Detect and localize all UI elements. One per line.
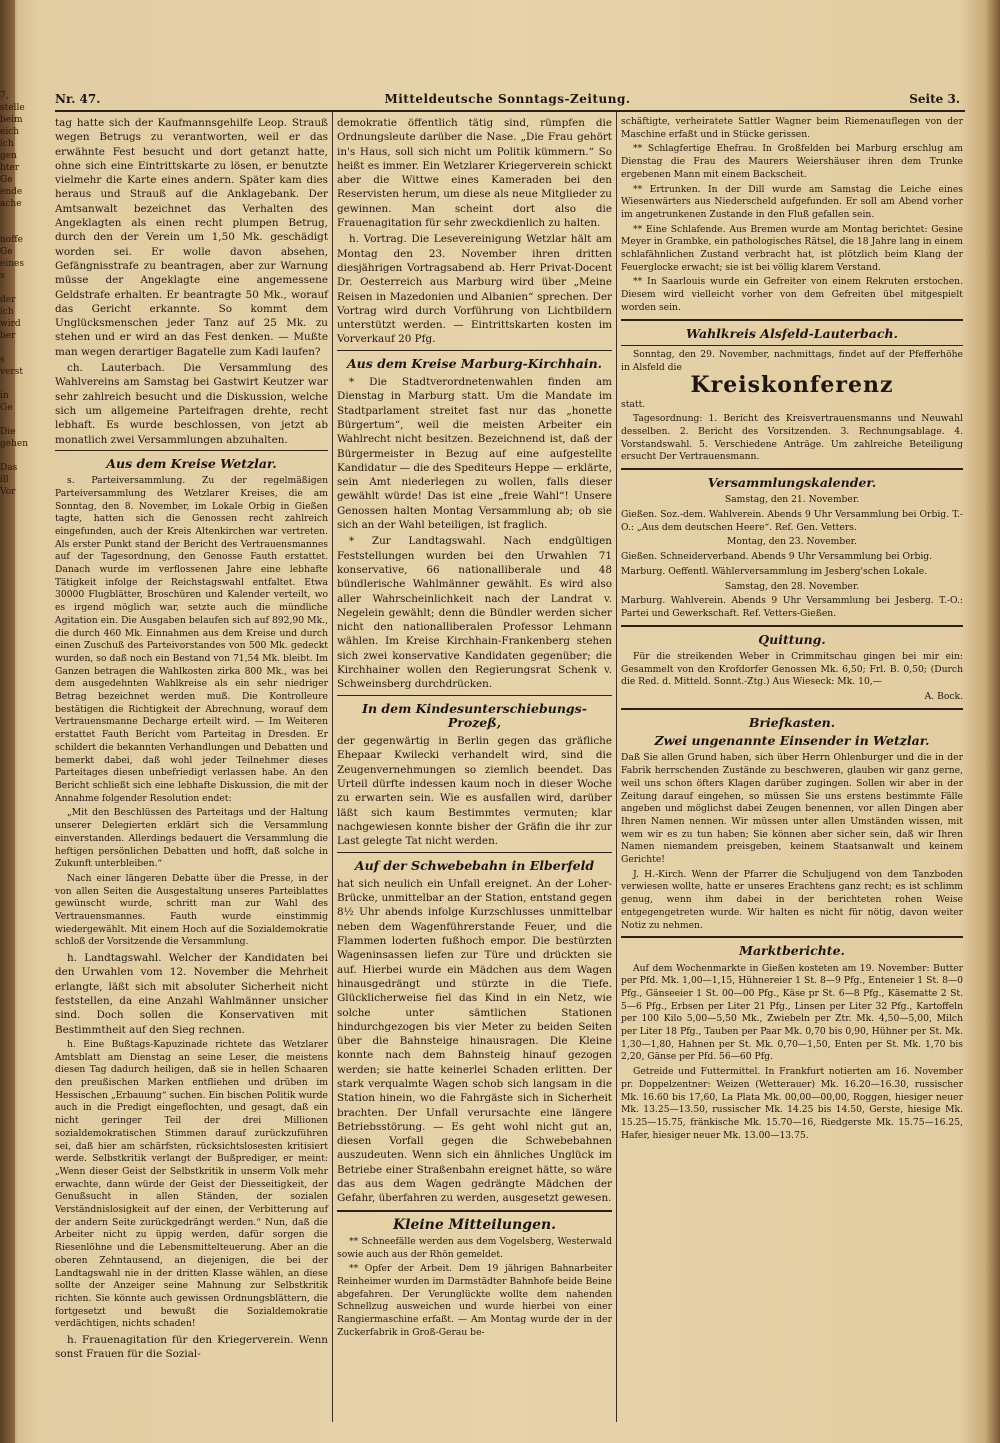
divider xyxy=(337,1210,612,1212)
divider xyxy=(337,350,612,351)
divider xyxy=(337,852,612,853)
notice-text: Tagesordnung: 1. Bericht des Kreisvertrauensmanns und Neuwahl desselben. 2. Bericht des Vorsitzenden. 3. Rechnungsablage. 4. Vorstandswahl. 5. Verschiedene Anträge. Um zahlreiche Beteiligung ersucht Der Vertrauensmann. xyxy=(621,413,963,463)
divider xyxy=(621,345,963,346)
article-text: * Zur Landtagswahl. Nach endgültigen Feststellungen wurden bei den Urwahlen 71 konservative, 66 nationalliberale und 48 bündlerische Wahlmänner gewählt. Es wird also aller Wahrscheinlichkeit nach der Landrat v. Negelein gewählt; denn die Bündler werden sicher nicht den nationalliberalen Professor Lehmann wählen. Im Kreise Kirchhain-Frankenberg stehen sich zwei konservative Kandidaten gegenüber; die Kirchhainer wollen den Regierungsrat Schenk v. Schweinsberg durchdrücken. xyxy=(337,535,612,691)
article-text: h. Vortrag. Die Lesevereinigung Wetzlar hält am Montag den 23. November ihren dritten diesjährigen Vortragsabend ab. Herr Privat-Docent Dr. Oesterreich aus Marburg wird über „Meine Reisen in Mazedonien und Albanien“ sprechen. Der Vortrag wird durch Vorführung von Lichtbildern unterstützt werden. — Eintrittskarten kosten im Vorverkauf 20 Pfg. xyxy=(337,233,612,346)
article-text: h. Landtagswahl. Welcher der Kandidaten bei den Urwahlen vom 12. November die Mehrheit erlangte, läßt sich mit absoluter Sicherheit nicht feststellen, da eine Anzahl Wahlmänner unsicher sind. Doch sollen die Konservativen mit Bestimmtheit auf den Sieg rechnen. xyxy=(55,952,328,1036)
section-heading: Quittung. xyxy=(758,631,826,647)
article-text: ** Schneefälle werden aus dem Vogelsberg, Westerwald sowie auch aus der Rhön gemeldet. xyxy=(337,1235,612,1260)
section-heading: Auf der Schwebebahn in Elberfeld xyxy=(354,857,595,873)
divider xyxy=(621,468,963,470)
calendar-entry: Marburg. Oeffentl. Wählerversammlung im Jesberg'schen Lokale. xyxy=(621,565,928,577)
article-text: h. Eine Bußtags-Kapuzinade richtete das Wetzlarer Amtsblatt am Dienstag an seine Leser, die meistens diesen Tag dadurch heiligen, daß sie in hellen Schaaren den preußischen Marken entfliehen und drüben im Hessischen „Erbauung“ suchen. Ein bischen Politik wurde auch in die Predigt eingeflochten, und gesagt, daß ein nicht geringer Teil der drei Millionen sozialdemokratischen Stimmen darauf zurückzuführen sei, daß hier am schärfsten, rücksichtslosesten kritisiert werde. Selbstkritik verlangt der Bußprediger, er meint: „Wenn dieser Geist der Selbstkritik in unserm Volk mehr erwachte, dann würde der Geist der Diesseitigkeit, der Genußsucht in allen Ständen, der sozialen Verständnislosigkeit auf der einen, der Verbitterung auf der andern Seite zurückgedrängt werden.“ Nun, daß die Arbeiter nicht zu üppig werden, dafür sorgen die Riesenlöhne und die Lebensmittelteuerung. Aber an die oberen Zehntausend, an diejenigen, die bei der Landtagswahl nie in der dritten Klasse wählen, an diese sollte der Anzeiger seine Mahnung zur Selbstkritik richten. Sie könnte auch gewissen Ordnungsblättern, die fortgesetzt und bewußt die Sozialdemokratie verdächtigen, nichts schaden! xyxy=(55,1038,328,1330)
divider xyxy=(621,708,963,710)
issue-number: Nr. 47. xyxy=(55,92,101,106)
article-text: Nach einer längeren Debatte über die Presse, in der von allen Seiten die Ausgestaltung unseres Parteiblattes gewünscht wurde, schritt man zur Wahl des Vertrauensmannes. Fauth wurde einstimmig wiedergewählt. Mit einem Hoch auf die Sozialdemokratie schloß der Vorsitzende die Versammlung. xyxy=(55,872,328,948)
calendar-date: Samstag, den 28. November. xyxy=(724,580,860,592)
article-text: h. Frauenagitation für den Kriegerverein. Wenn sonst Frauen für die Sozial- xyxy=(55,1334,328,1361)
article-text: schäftigte, verheiratete Sattler Wagner beim Riemenauflegen von der Maschine erfaßt und in Stücke gerissen. xyxy=(621,116,963,140)
divider xyxy=(55,450,328,451)
divider xyxy=(621,625,963,627)
column-1 xyxy=(55,116,328,1426)
calendar-date: Samstag, den 21. November. xyxy=(724,494,860,506)
page-header xyxy=(55,92,960,108)
article-text: ** Opfer der Arbeit. Dem 19 jährigen Bahnarbeiter Reinheimer wurden im Darmstädter Bahnhofe beide Beine abgefahren. Der Verunglückte wollte dem nahenden Schnellzug ausweichen und wurde hierbei von einer Rangiermaschine erfaßt. — Am Montag wurde der in der Zuckerfabrik in Groß-Gerau be- xyxy=(337,1263,612,1338)
market-text: Getreide und Futtermittel. In Frankfurt notierten am 16. November pr. Doppelzentner: Weizen (Wetterauer) Mk. 16.20—16.30, russischer Mk. 16.60 bis 17,60, La Plata Mk. 00,00—00,00, Roggen, hiesiger neuer Mk. 13.25—13.50, russischer Mk. 14.25 bis 14.50, Gerste, hiesige Mk. 15.25—15.75, fränkische Mk. 15.70—16, Riedgerste Mk. 15.75—16.25, Hafer, hiesiger neuer Mk. 13.00—13.75. xyxy=(621,1066,963,1141)
newspaper-title: Mitteldeutsche Sonntags-Zeitung. xyxy=(384,92,631,106)
article-text: demokratie öffentlich tätig sind, rümpfen die Ordnungsleute darüber die Nase. „Die Frau gehört in's Haus, soll sich nicht um Politik kümmern.“ So heißt es immer. Ein Wetzlarer Kriegerverein schickt aber die Wittwe eines Kameraden bei den Reservisten herum, um diese als neue Mitglieder zu gewinnen. Man scheint dort also die Frauenagitation für sehr zweckdienlich zu halten. xyxy=(337,117,612,230)
conference-title: Kreiskonferenz xyxy=(690,372,894,399)
section-heading: In dem Kindesunterschiebungs-Prozeß, xyxy=(362,700,587,730)
article-text: tag hatte sich der Kaufmannsgehilfe Leop. Strauß wegen Betrugs zu verantworten, weil er das erwähnte Fest besucht und dort getanzt hatte, ohne sich eine Eintrittskarte zu lösen, er benutzte vielmehr die Karte eines andern. Später kam dies heraus und Strauß auf die Anklagebank. Der Amtsanwalt bezeichnet das Verhalten des Angeklagten als einen recht plumpen Betrug, durch den der Verein um 1,50 Mk. geschädigt worden sei. Er wolle davon absehen, Gefängnisstrafe zu beantragen, aber zur Warnung müsse der Angeklagte eine angemessene Geldstrafe erhalten. Er beantragte 50 Mk., worauf das Gericht erkannte. So kommt dem Unglücksmenschen jeder Tanz auf 25 Mk. zu stehen und er wird an das Fest denken. — Mußte man wegen derartiger Bagatelle zum Kadi laufen? xyxy=(55,117,328,358)
article-text: * Die Stadtverordnetenwahlen finden am Dienstag in Marburg statt. Um die Mandate im Stadtparlament streitet fast nur das „honette Bürgertum“, weil die meisten Arbeiter ein Wahlrecht nicht besitzen. Bezeichnend ist, daß der Bürgermeister in Bezug auf eine aufgestellte Kandidatur — die des Spediteurs Heppe — erklärte, sein Amt niederlegen zu wollen, falls dieser gewählt würde! Das ist eine „freie Wahl“! Unsere Genossen halten Montag Versammlung ab; ob sie sich an der Wahl beteiligen, ist fraglich. xyxy=(337,376,612,532)
divider xyxy=(337,695,612,696)
notice-text: statt. xyxy=(621,398,646,410)
market-text: Auf dem Wochenmarkte in Gießen kosteten am 19. November: Butter per Pfd. Mk. 1,00—1,15, Hühnereier 1 St. 8—9 Pfg., Enteneier 1 St. 8—0 Pfg., Gänseeier 1 St. 00—00 Pfg., Käse pr St. 6—8 Pfg., Käsematte 2 St. 5—6 Pfg., Erbsen per Liter 21 Pfg., Linsen per Liter 32 Pfg., Kartoffeln per 100 Kilo 5,00—5,50 Mk., Zwiebeln per Ztr. Mk. 4,50—5,00, Milch per Liter 18 Pfg., Tauben per Paar Mk. 0,70 bis 0,90, Hühner per St. Mk. 1,30—1,80, Hahnen per St. Mk. 0,70—1,50, Enten per St. Mk. 1,70 bis 2,20, Gänse per Pfd. 56—60 Pfg. xyxy=(621,962,963,1063)
article-text: ** In Saarlouis wurde ein Gefreiter von einem Rekruten erstochen. Diesem wird vielleicht vorher von dem Gefreiten übel mitgespielt worden sein. xyxy=(621,276,963,313)
article-text: ** Schlagfertige Ehefrau. In Großfelden bei Marburg erschlug am Dienstag die Frau des Maurers Weiershäuser ihren dem Trunke ergebenen Mann mit einem Backscheit. xyxy=(621,143,963,180)
article-text: ** Eine Schlafende. Aus Bremen wurde am Montag berichtet: Gesine Meyer in Grambke, ein pathologisches Rätsel, die 18 Jahre lang in einem schlafähnlichen Zustand verbracht hat, ist plötzlich beim Klang der Feuerglocke erwacht; sie ist bei völlig klarem Verstand. xyxy=(621,223,963,273)
calendar-entry: Gießen. Schneiderverband. Abends 9 Uhr Versammlung bei Orbig. xyxy=(621,551,933,563)
section-heading: Versammlungskalender. xyxy=(707,475,877,491)
section-heading: Marktberichte. xyxy=(739,943,845,959)
article-text: hat sich neulich ein Unfall ereignet. An der Loher-Brücke, unmittelbar an der Station, entstand gegen 8½ Uhr abends infolge Kurzschlusses unmittelbar neben dem Wagenführerstande Feuer, und die Flammen loderten fußhoch empor. Die bestürzten Wageninsassen liefen zur Türe und drückten sie auf. Hierbei wurde ein Mädchen aus dem Wagen hinausgedrängt und stürzte in die Tiefe. Glücklicherweise fiel das Kind in ein Netz, wie solche unter sämtlichen Stationen hindurchgezogen bis vier Meter zu beiden Seiten über die Bahnsteige hinausragen. Die Kleine konnte nach dem Bahnsteig hinauf gezogen werden; sie hatte keinerlei Schaden erlitten. Der stark verqualmte Wagen schob sich langsam in die Station hinein, wo die Fahrgäste sich in Sicherheit brachten. Der Unfall verursachte eine längere Betriebsstörung. — Es geht wohl nicht gut an, diesen Vorfall gegen die Schwebebahnen auszudeuten. Wenn sich ein ähnliches Unglück im Betriebe einer Straßenbahn ereignet hätte, so wäre das aus dem Wagen gedrängte Mädchen der Gefahr, überfahren zu werden, ausgesetzt gewesen. xyxy=(337,877,612,1205)
subheading: Zwei ungenannte Einsender in Wetzlar. xyxy=(654,733,930,749)
article-text: ch. Lauterbach. Die Versammlung des Wahlvereins am Samstag bei Gastwirt Keutzer war sehr zahlreich besucht und die Diskussion, welche sich um allgemeine Parteifragen drehte, recht lebhaft. Es wurde beschlossen, von jetzt ab monatlich zwei Versammlungen abzuhalten. xyxy=(55,362,328,446)
header-rule xyxy=(55,110,965,112)
receipt-text: Für die streikenden Weber in Crimmitschau gingen bei mir ein: Gesammelt von den Krofdorfer Genossen Mk. 6,50; Frl. B. 0,50; (Durch die Red. d. Mitteld. Sonnt.-Ztg.) Aus Wieseck: Mk. 10,— xyxy=(621,650,963,688)
article-text: ** Ertrunken. In der Dill wurde am Samstag die Leiche eines Wiesenwärters aus Niederscheld aufgefunden. Er soll am Abend vorher im angetrunkenen Zustande in den Fluß gefallen sein. xyxy=(621,183,963,220)
calendar-date: Montag, den 23. November. xyxy=(727,536,857,548)
divider xyxy=(621,319,963,321)
column-divider xyxy=(332,112,333,1422)
column-2 xyxy=(337,116,612,1426)
section-heading: Kleine Mitteilungen. xyxy=(392,1216,557,1233)
divider xyxy=(621,936,963,938)
calendar-entry: Gießen. Soz.-dem. Wahlverein. Abends 9 Uhr Versammlung bei Orbig. T.-O.: „Aus dem deutschen Heere“. Ref. Gen. Vetters. xyxy=(621,509,963,533)
section-heading: Wahlkreis Alsfeld-Lauterbach. xyxy=(686,325,898,341)
article-text: „Mit den Beschlüssen des Parteitags und der Haltung unserer Delegierten erklärt sich die Versammlung einverstanden. Allerdings bedauert die Versammlung die heftigen persönlichen Debatten und hofft, daß solche in Zukunft unterbleiben.“ xyxy=(55,807,328,870)
article-text: s. Parteiversammlung. Zu der regelmäßigen Parteiversammlung des Wetzlarer Kreises, die am Sonntag, den 8. November, im Lokale Orbig in Gießen tagte, hatten sich die Genossen recht zahlreich eingefunden, auch der Kreis Altenkirchen war vertreten. Als erster Punkt stand der Bericht des Vertrauensmannes auf der Tagesordnung, den Genosse Fauth erstattet. Danach wurde im verflossenen Jahre eine lebhafte Tätigkeit infolge der Reichstagswahl entfaltet. Etwa 30000 Flugblätter, Broschüren und Kalender verteilt, wo es irgend möglich war, setzte auch die mündliche Agitation ein. Die Ausgaben belaufen sich auf 892,90 Mk., die durch 460 Mk. Einnahmen aus dem Kreise und durch einen Zuschuß des Parteivorstandes von 500 Mk. gedeckt wurden, so daß noch ein Bestand von 71,54 Mk. bleibt. Im Ganzen betragen die Wahlkosten zirka 800 Mk., was bei dem ausgedehnten Wahlkreise als ein sehr niedriger Betrag bezeichnet werden muß. Die Kontrolleure bestätigen die Richtigkeit der Abrechnung, worauf dem Vertrauensmanne Decharge erteilt wird. — Im Weiteren erstattet Fauth Bericht vom Parteitag in Dresden. Er schildert die bekannten Verhandlungen und Debatten und bemerkt dabei, daß wohl jeder Teilnehmer dieses Parteitages diesen unbefriedigt verlassen habe. An den Bericht schließt sich eine lebhafte Diskussion, die mit der Annahme folgender Resolution endet: xyxy=(55,475,328,804)
article-text: der gegenwärtig in Berlin gegen das gräfliche Ehepaar Kwilecki verhandelt wird, sind die Zeugenvernehmungen so ziemlich beendet. Das Urteil dürfte indessen kaum noch in dieser Woche zu erwarten sein. Wie es ausfallen wird, darüber läßt sich kaum Bestimmtes vermuten; klar nachgewiesen konnte bisher der Gräfin die ihr zur Last gelegte Tat nicht werden. xyxy=(337,735,612,848)
section-heading: Aus dem Kreise Marburg-Kirchhain. xyxy=(346,355,603,371)
section-heading: Aus dem Kreise Wetzlar. xyxy=(106,455,277,471)
receipt-signature: A. Bock. xyxy=(924,691,963,703)
page-number: Seite 3. xyxy=(909,92,960,106)
previous-page-edge: 7, stelle beim eich ich gen hter Ge ende ache noffe Ge eines s der ich wird ber s verst in Ge Die gehen Das ill Vor xyxy=(0,0,15,1443)
notice-text: Sonntag, den 29. November, nachmittags, findet auf der Pfefferhöhe in Alsfeld die xyxy=(621,348,963,373)
letter-text: J. H.-Kirch. Wenn der Pfarrer die Schuljugend von dem Tanzboden verwiesen wollte, hatte er unseres Erachtens ganz recht; es ist schlimm genug, wenn ihm dabei in der berichteten rohen Weise entgegengetreten wurde. Wir halten es nicht für nötig, davon weiter Notiz zu nehmen. xyxy=(621,868,963,931)
column-3 xyxy=(621,116,963,1426)
column-divider xyxy=(616,112,617,1422)
section-heading: Briefkasten. xyxy=(748,714,836,730)
letter-text: Daß Sie allen Grund haben, sich über Herrn Ohlenburger und die in der Fabrik herrschenden Zustände zu beschweren, glauben wir ganz gerne, weil uns schon öfters Klagen darüber zugingen. Sollen wir aber in der Zeitung darauf eingehen, so müssen Sie uns erstens bestimmte Fälle angeben und möglichst dabei Zeugen benennen, vor allen Dingen aber Ihren Namen nennen. Wir müssen unter allen Umständen wissen, mit wem wir es zu tun haben; Sie können aber sicher sein, daß wir Ihren Namen niemandem preisgeben, keinem Staatsanwalt und keinem Gerichte! xyxy=(621,752,963,866)
calendar-entry: Marburg. Wahlverein. Abends 9 Uhr Versammlung bei Jesberg. T.-O.: Partei und Gewerkschaft. Ref. Vetters-Gießen. xyxy=(621,595,963,619)
